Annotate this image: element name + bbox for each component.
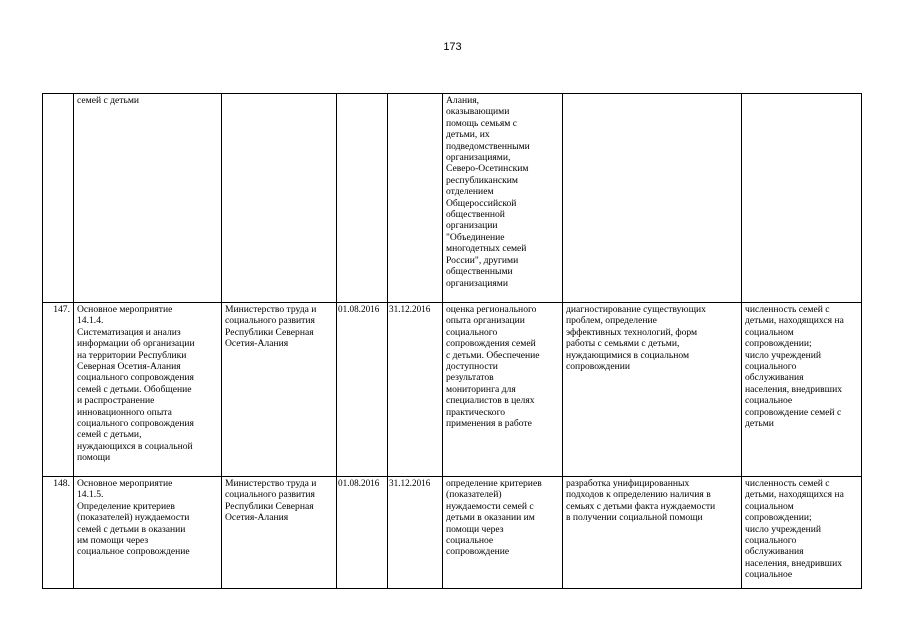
end-date: 31.12.2016 [388, 477, 443, 589]
main-activities: диагностирование существующих проблем, определение эффективных технологий, форм работы с семьями с детьми, нуждающимися в социальном сопровождении [563, 303, 742, 477]
main-activities: разработка унифицированных подходов к определению наличия в семьях с детьми факта нуждаемости в получении социальной помощи [563, 477, 742, 589]
measure-title: Основное мероприятие 14.1.5. Определение критериев (показателей) нуждаемости семей с детьми в оказании им помощи через социальное сопровождение [74, 477, 222, 589]
row-number: 147. [43, 303, 74, 477]
start-date [337, 94, 388, 303]
page-number: 173 [443, 41, 462, 53]
executor: Министерство труда и социального развития Республики Северная Осетия-Алания [222, 477, 337, 589]
indicators: численность семей с детьми, находящихся на социальном сопровождении; число учреждений социального обслуживания населения, внедривших социальное сопровождение семей с детьми [742, 303, 862, 477]
end-date: 31.12.2016 [388, 303, 443, 477]
table-row [43, 94, 862, 303]
measures-table [42, 93, 862, 589]
table-row [43, 477, 862, 589]
measure-title: семей с детьми [74, 94, 222, 303]
row-number [43, 94, 74, 303]
measure-title: Основное мероприятие 14.1.4. Систематизация и анализ информации об организации на территории Республики Северная Осетия-Алания социального сопровождения семей с детьми. Обобщение и распространение инновационного опыта социального сопровождения семей с детьми, нуждающихся в социальной помощи [74, 303, 222, 477]
expected-result: Алания, оказывающими помощь семьям с детьми, их подведомственными организациями, Северо-Осетинским республиканским отделением Общероссийской общественной организации "Объединение многодетных семей России", другими общественными организациями [443, 94, 563, 303]
executor: Министерство труда и социального развития Республики Северная Осетия-Алания [222, 303, 337, 477]
expected-result: определение критериев (показателей) нуждаемости семей с детьми в оказании им помощи через социальное сопровождение [443, 477, 563, 589]
indicators [742, 94, 862, 303]
start-date: 01.08.2016 [337, 303, 388, 477]
start-date: 01.08.2016 [337, 477, 388, 589]
table-row [43, 303, 862, 477]
indicators: численность семей с детьми, находящихся на социальном сопровождении; число учреждений социального обслуживания населения, внедривших социальное [742, 477, 862, 589]
main-activities [563, 94, 742, 303]
executor [222, 94, 337, 303]
row-number: 148. [43, 477, 74, 589]
end-date [388, 94, 443, 303]
expected-result: оценка регионального опыта организации социального сопровождения семей с детьми. Обеспечение доступности результатов мониторинга для специалистов в целях практического применения в работе [443, 303, 563, 477]
